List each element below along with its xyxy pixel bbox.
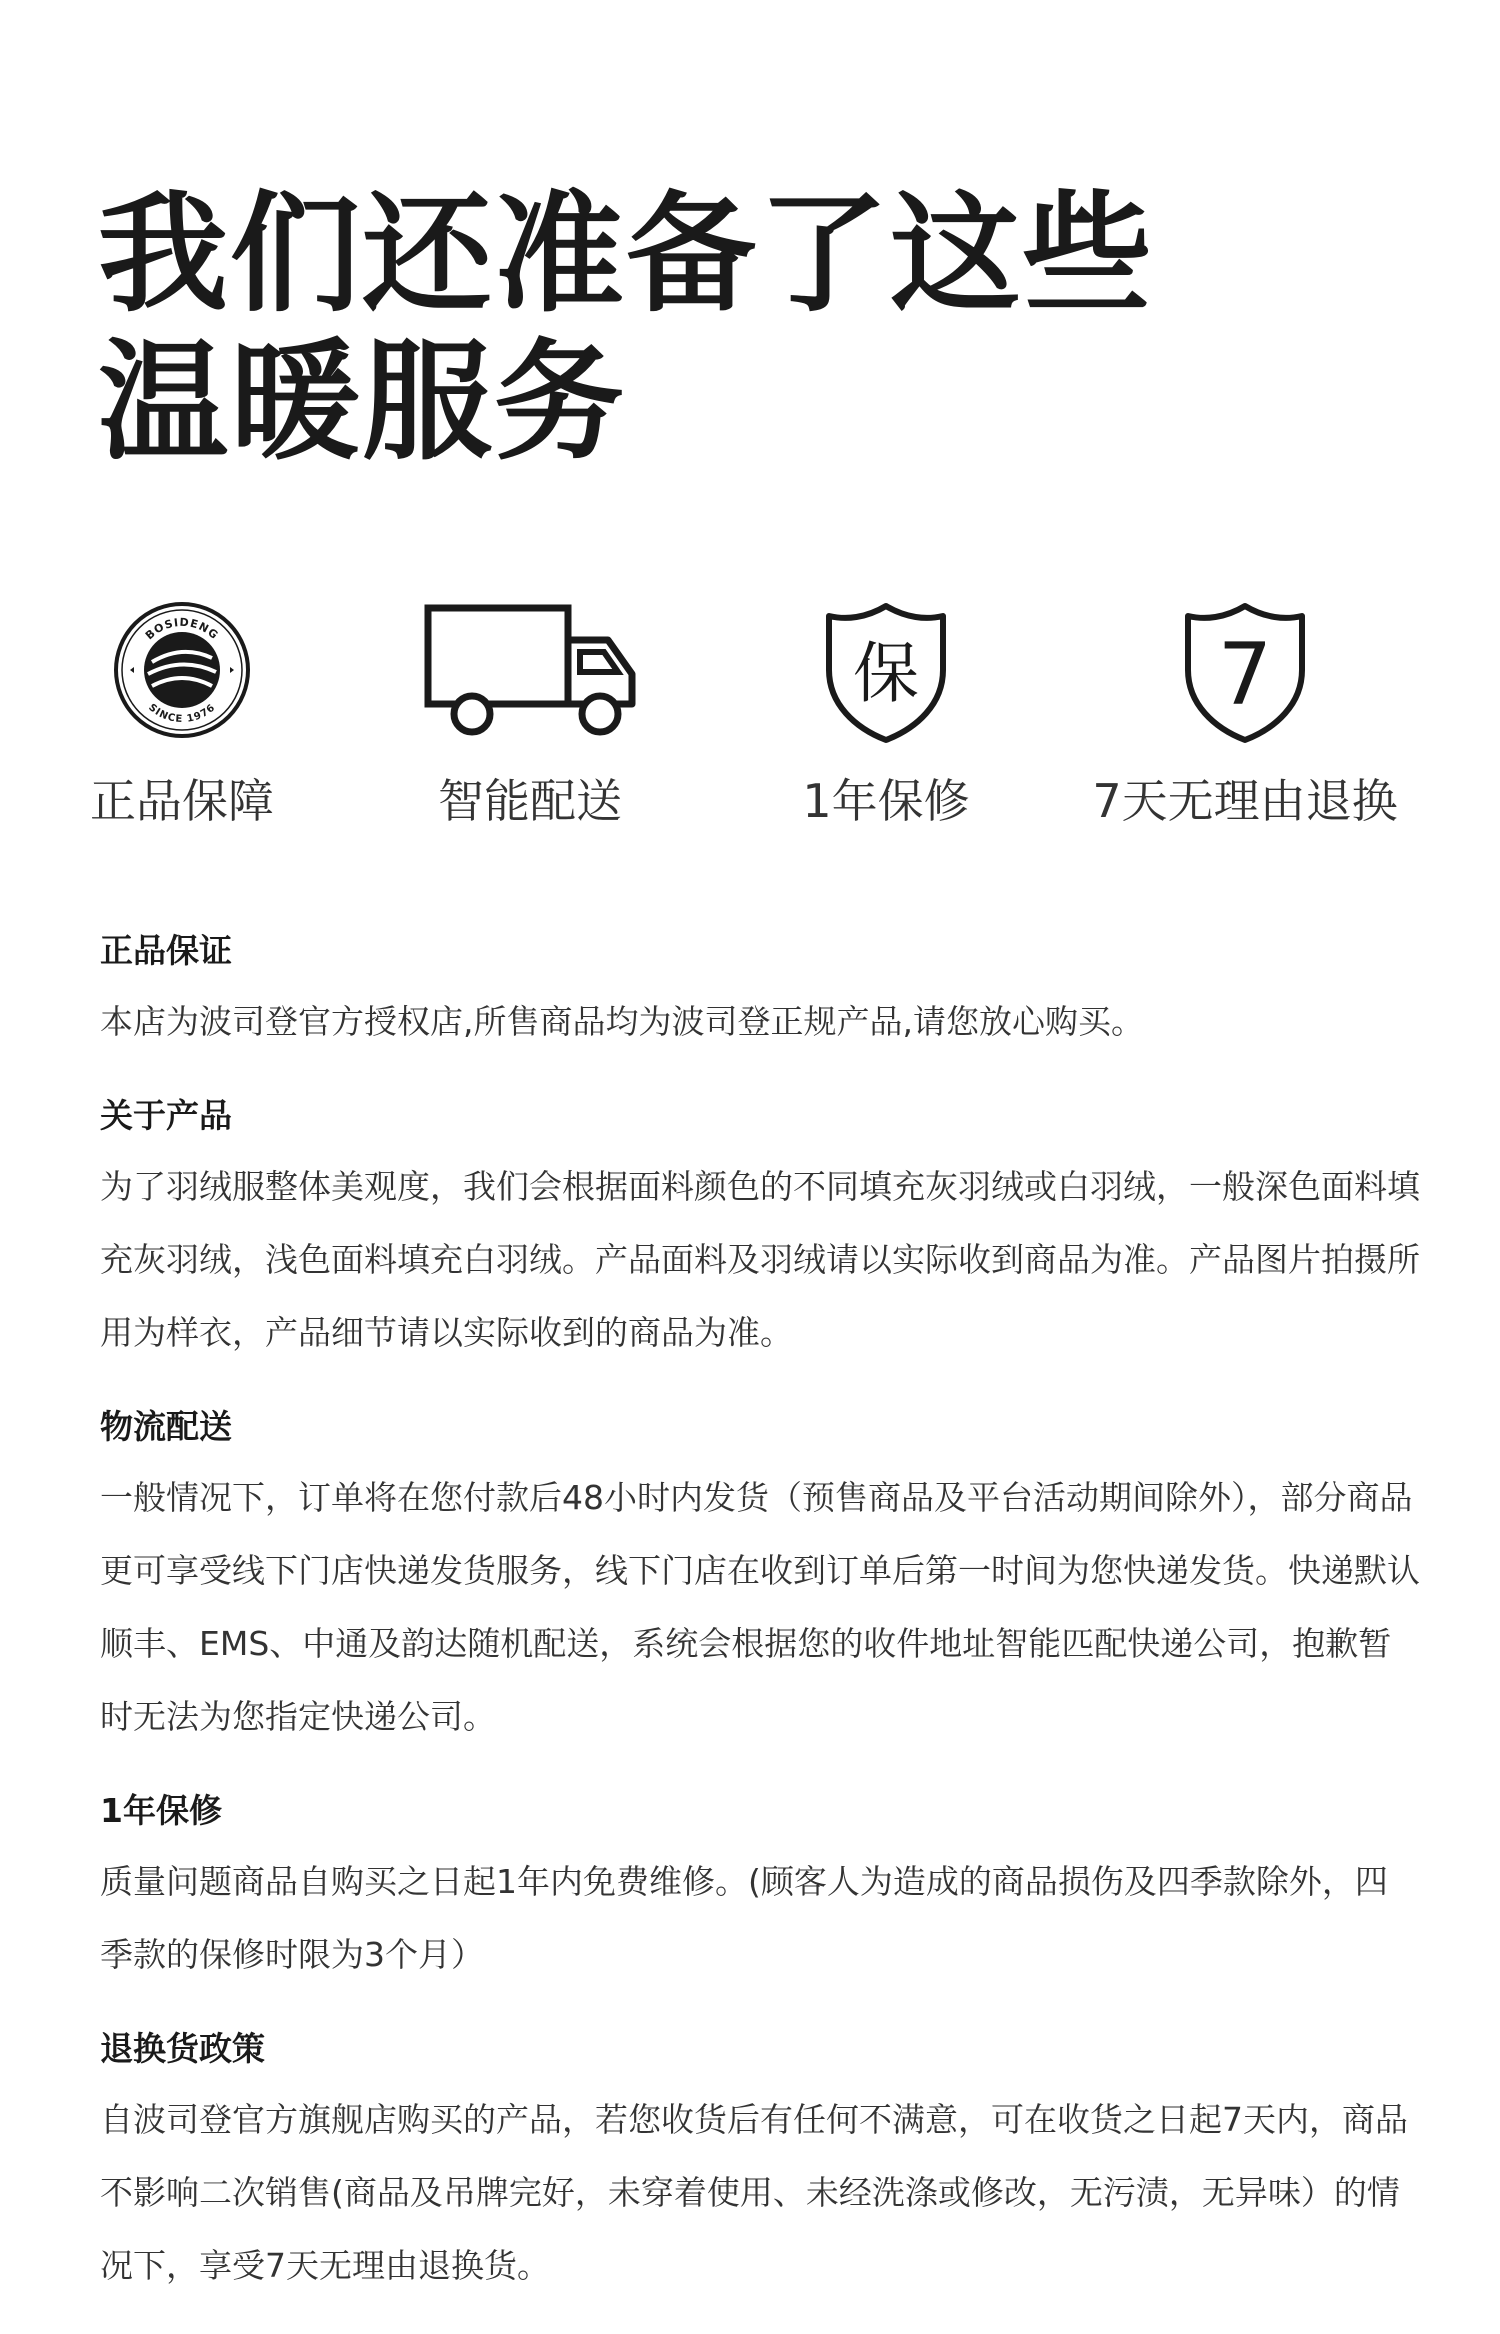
service-icons-row	[0, 600, 1500, 830]
shield-glyph-bao: 保	[853, 635, 919, 712]
policy-title: 物流配送	[100, 1407, 232, 1446]
shield-seven-icon	[1180, 600, 1310, 745]
service-label-warranty: 1年保修	[802, 774, 970, 828]
page-title	[98, 180, 1154, 476]
policy-body: 一般情况下，订单将在您付款后48小时内发货（预售商品及平台活动期间除外），部分商品更可享受线下门店快递发货服务，线下门店在收到订单后第一时间为您快递发货。快递默认顺丰、EMS、中通及韵达随机配送，系统会根据您的收件地址智能匹配快递公司，抱歉暂时无法为您指定快递公司。	[100, 1478, 1420, 1736]
service-authentic	[12, 600, 352, 830]
service-label-return: 7天无理由退换	[1092, 774, 1398, 828]
policy-title: 关于产品	[100, 1096, 232, 1135]
policy-section-logistics	[100, 1401, 1420, 1753]
shield-bao-icon	[821, 600, 951, 745]
policy-section-return	[100, 2023, 1420, 2302]
policy-section-warranty	[100, 1785, 1420, 1991]
service-warranty	[716, 600, 1056, 830]
service-label-delivery: 智能配送	[438, 774, 622, 828]
service-delivery	[360, 600, 700, 830]
service-label-authentic: 正品保障	[90, 774, 274, 828]
page-title-line-1: 我们还准备了这些	[98, 178, 1155, 330]
policy-body: 本店为波司登官方授权店,所售商品均为波司登正规产品,请您放心购买。	[100, 1002, 1144, 1041]
service-return	[1075, 600, 1415, 830]
policy-title: 退换货政策	[100, 2029, 265, 2068]
policy-body: 自波司登官方旗舰店购买的产品，若您收货后有任何不满意，可在收货之日起7天内，商品不影响二次销售(商品及吊牌完好，未穿着使用、未经洗涤或修改，无污渍，无异味）的情况下，享受7天无理由退换货。	[100, 2100, 1408, 2285]
policy-body: 质量问题商品自购买之日起1年内免费维修。(顾客人为造成的商品损伤及四季款除外，四季款的保修时限为3个月）	[100, 1862, 1388, 1974]
brand-seal-icon	[112, 600, 252, 740]
seal-top-text: BOSIDENG	[142, 615, 222, 643]
delivery-truck-icon	[420, 600, 640, 740]
policy-title: 正品保证	[100, 931, 232, 970]
policy-section-authentic	[100, 925, 1420, 1058]
policy-sections	[100, 925, 1420, 2334]
shield-glyph-seven: 7	[1217, 625, 1273, 725]
policy-title: 1年保修	[100, 1791, 222, 1830]
page-title-line-2: 温暖服务	[98, 326, 627, 478]
policy-body: 为了羽绒服整体美观度，我们会根据面料颜色的不同填充灰羽绒或白羽绒，一般深色面料填充灰羽绒，浅色面料填充白羽绒。产品面料及羽绒请以实际收到商品为准。产品图片拍摄所用为样衣，产品细节请以实际收到的商品为准。	[100, 1167, 1420, 1352]
policy-section-product	[100, 1090, 1420, 1369]
seal-bottom-text: SINCE 1976	[146, 702, 218, 726]
